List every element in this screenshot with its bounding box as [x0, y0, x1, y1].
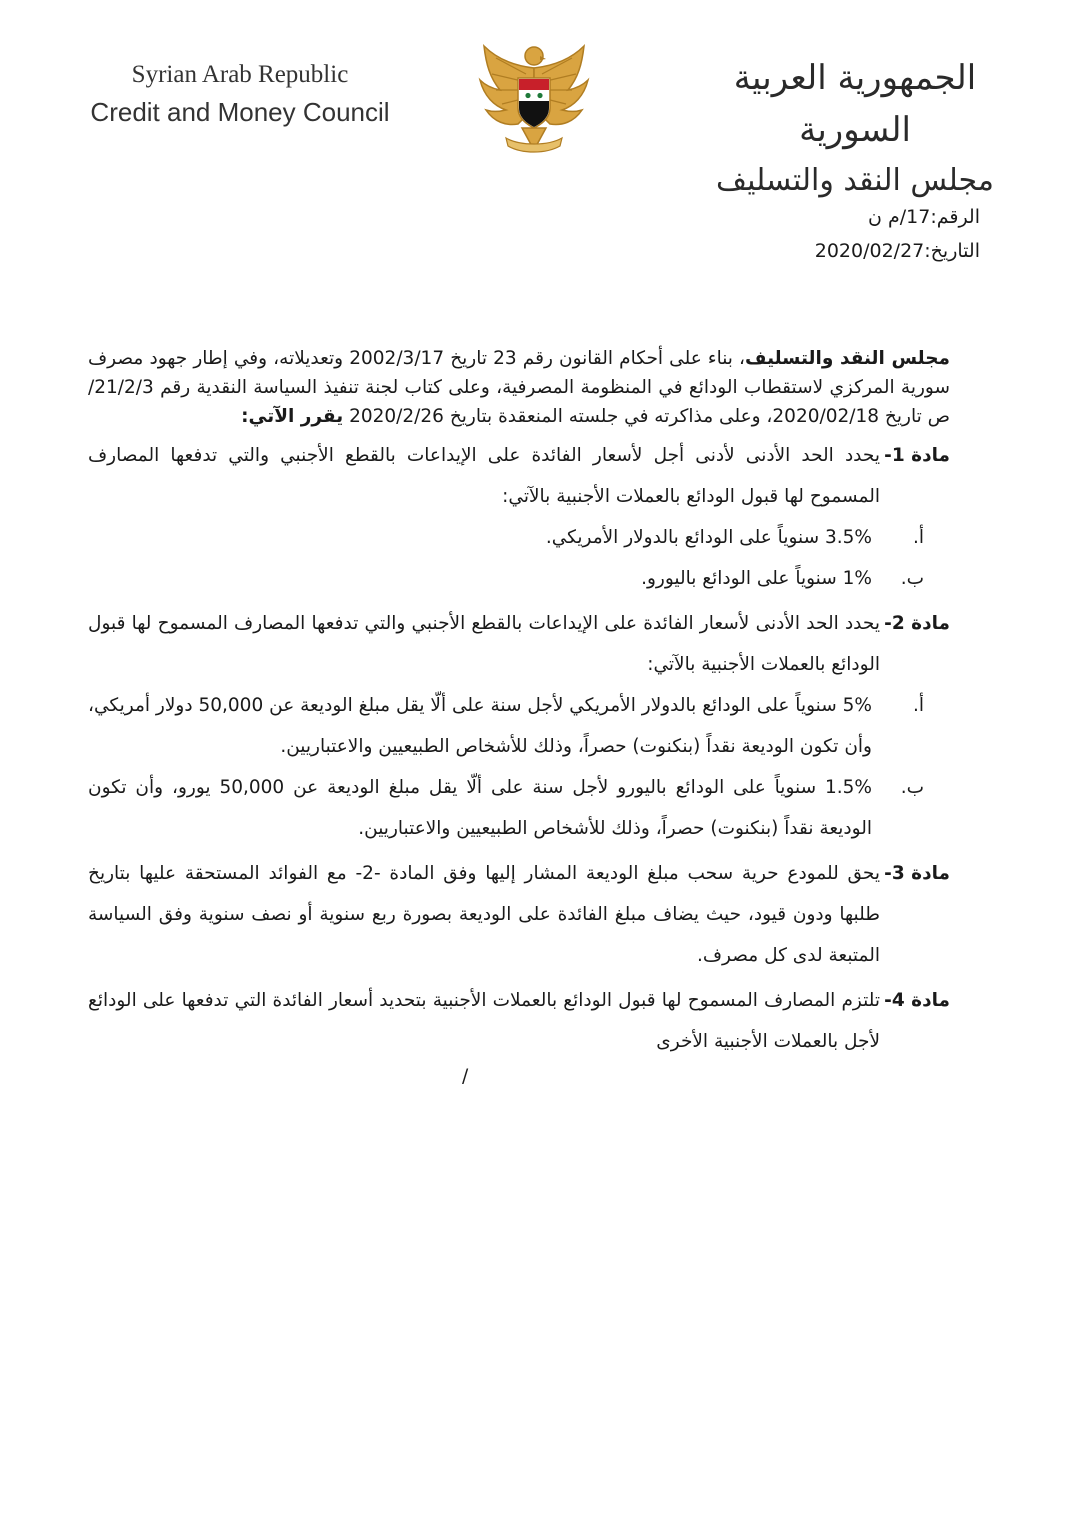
article-2-item-b [88, 767, 924, 849]
arabic-letterhead [700, 52, 1010, 206]
item-text: 3.5% سنوياً على الودائع بالدولار الأمريكي. [545, 527, 872, 548]
decision-body [88, 344, 951, 1087]
article-label: مادة 1- [884, 445, 950, 466]
english-council-name: Credit and Money Council [90, 97, 390, 127]
continuation-mark: / [462, 1066, 469, 1087]
article-3 [88, 853, 950, 976]
arabic-council-name: مجلس النقد والتسليف [716, 163, 994, 198]
arabic-country-name: الجمهورية العربية السورية [733, 58, 977, 150]
preamble-paragraph [88, 344, 950, 431]
preamble-bold-lead: مجلس النقد والتسليف [745, 348, 951, 369]
item-text: 5% سنوياً على الودائع بالدولار الأمريكي لأجل سنة على ألّا يقل مبلغ الوديعة عن 50,000 دولار أمريكي، وأن تكون الوديعة نقداً (بنكنوت) حصراً، وذلك للأشخاص الطبيعيين والاعتباريين. [88, 695, 872, 757]
article-2 [88, 603, 950, 685]
article-1-item-a [88, 517, 924, 558]
item-mark: أ. [912, 695, 924, 716]
article-4 [88, 980, 950, 1062]
article-1 [88, 435, 950, 517]
preamble-bold-tail: يقرر الآتي: [241, 406, 344, 427]
item-mark: ب. [900, 568, 924, 589]
english-letterhead [70, 58, 410, 132]
item-mark: أ. [912, 527, 924, 548]
article-1-item-b [88, 558, 924, 599]
reference-block [815, 200, 980, 268]
article-text: تلتزم المصارف المسموح لها قبول الودائع بالعملات الأجنبية بتحديد أسعار الفائدة التي تدفعها على الودائع لأجل بالعملات الأجنبية الأخرى [88, 990, 880, 1052]
article-label: مادة 2- [884, 613, 950, 634]
reference-date: التاريخ:2020/02/27 [814, 240, 980, 262]
item-mark: ب. [900, 777, 924, 798]
preamble-text: ، بناء على أحكام القانون رقم 23 تاريخ 2002/3/17 وتعديلاته، وفي إطار جهود مصرف سورية المركزي لاستقطاب الودائع في المنظومة المصرفية، وعلى كتاب لجنة تنفيذ السياسة النقدية رقم 21/2/3/ص تاريخ 2020/02/18، وعلى مذاكرته في جلسته المنعقدة بتاريخ 2020/2/26 [88, 348, 950, 427]
article-text: يحدد الحد الأدنى لأسعار الفائدة على الإيداعات بالقطع الأجنبي والتي تدفعها المصارف المسموح لها قبول الودائع بالعملات الأجنبية بالآتي: [88, 613, 880, 675]
english-country-name: Syrian Arab Republic [131, 61, 349, 88]
article-text: يحدد الحد الأدنى لأدنى أجل لأسعار الفائدة على الإيداعات بالقطع الأجنبي والتي تدفعها المصارف المسموح لها قبول الودائع بالعملات الأجنبية بالآتي: [88, 445, 880, 507]
syrian-eagle-emblem-icon [476, 38, 592, 160]
article-2-item-a [88, 685, 924, 767]
reference-number: الرقم:17/م ن [867, 206, 980, 228]
article-label: مادة 3- [884, 863, 950, 884]
item-text: 1% سنوياً على الودائع باليورو. [641, 568, 872, 589]
article-label: مادة 4- [884, 990, 950, 1011]
item-text: 1.5% سنوياً على الودائع باليورو لأجل سنة على ألّا يقل مبلغ الوديعة عن 50,000 يورو، وأن تكون الوديعة نقداً (بنكنوت) حصراً، وذلك للأشخاص الطبيعيين والاعتباريين. [88, 777, 872, 839]
article-text: يحق للمودع حرية سحب مبلغ الوديعة المشار إليها وفق المادة -2- مع الفوائد المستحقة عليها بتاريخ طلبها ودون قيود، حيث يضاف مبلغ الفائدة على الوديعة بصورة ربع سنوية أو نصف سنوية وفق السياسة المتبعة لدى كل مصرف. [88, 863, 881, 966]
